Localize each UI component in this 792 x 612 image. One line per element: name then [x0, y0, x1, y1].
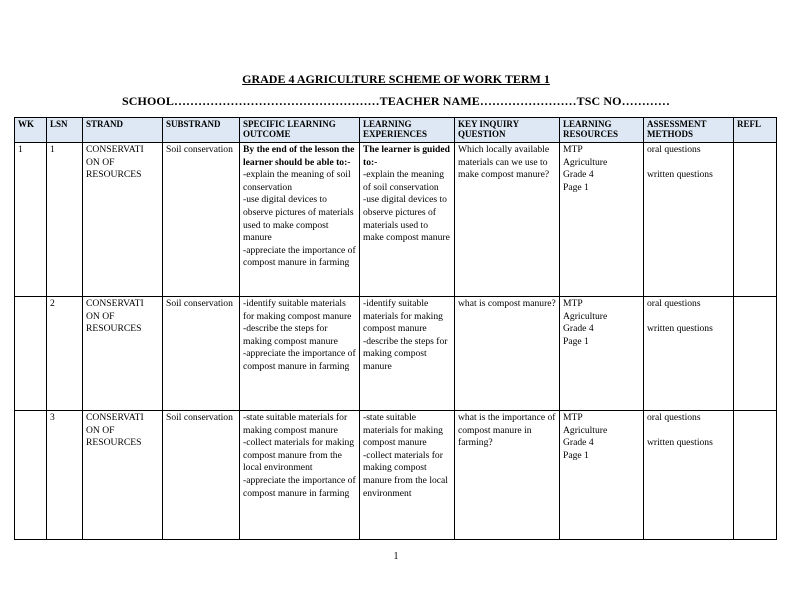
- cell-wk: [15, 297, 47, 411]
- cell-outcome: [240, 143, 360, 297]
- school-header-line: SCHOOL……………………………………………TEACHER NAME……………………TSC NO…………: [122, 94, 670, 108]
- cell-resources: [560, 411, 644, 540]
- page-number: 1: [393, 551, 399, 562]
- cell-lsn: 2: [47, 297, 83, 411]
- outcome-item: -appreciate the importance of compost manure in farming: [243, 244, 356, 269]
- assessment-item: oral questions: [647, 144, 701, 155]
- header-refl: REFL: [734, 118, 777, 143]
- resource-item: Grade 4: [563, 437, 594, 449]
- cell-refl: [734, 411, 777, 540]
- cell-refl: [734, 143, 777, 297]
- cell-wk: [15, 411, 47, 540]
- resource-item: Page 1: [563, 449, 589, 461]
- cell-assessment: [644, 143, 734, 297]
- cell-inquiry: what is the importance of compost manure in farming?: [455, 411, 560, 540]
- experience-item: -describe the steps for making compost manure: [363, 335, 448, 372]
- header-substrand: SUBSTRAND: [163, 118, 240, 143]
- outcome-item: -appreciate the importance of compost manure in farming: [243, 348, 356, 372]
- experiences-intro: The learner is guided to:-: [363, 144, 450, 168]
- resource-item: Agriculture: [563, 156, 608, 168]
- cell-refl: [734, 297, 777, 411]
- resource-item: Grade 4: [563, 323, 594, 335]
- experience-item: -use digital devices to observe pictures of materials used to make compost manure: [363, 194, 450, 244]
- header-inquiry: KEY INQUIRY QUESTION: [455, 118, 560, 143]
- resource-item: MTP: [563, 412, 583, 423]
- experience-item: -state suitable materials for making compost manure: [363, 412, 443, 449]
- outcome-item: -collect materials for making compost manure from the local environment: [243, 437, 355, 474]
- experience-item: -explain the meaning of soil conservation: [363, 169, 444, 193]
- assessment-item: oral questions: [647, 412, 701, 423]
- outcome-item: -state suitable materials for making compost manure: [243, 412, 348, 436]
- resource-item: Page 1: [563, 335, 589, 347]
- experience-item: -identify suitable materials for making compost manure: [363, 298, 443, 335]
- header-resources: LEARNING RESOURCES: [560, 118, 644, 143]
- resource-item: Grade 4: [563, 169, 594, 181]
- cell-inquiry: Which locally available materials can we use to make compost manure?: [455, 143, 560, 297]
- cell-strand: CONSERVATI ON OF RESOURCES: [83, 411, 163, 540]
- cell-lsn: 3: [47, 411, 83, 540]
- outcome-item: -use digital devices to observe pictures of materials used to make compost manure: [243, 194, 354, 244]
- cell-substrand: Soil conservation: [163, 143, 240, 297]
- outcome-item: -identify suitable materials for making compost manure: [243, 298, 352, 322]
- outcome-intro: By the end of the lesson the learner should be able to:-: [243, 144, 355, 168]
- cell-experiences: [360, 143, 455, 297]
- cell-experiences: [360, 411, 455, 540]
- table-row: [15, 143, 777, 297]
- cell-outcome: [240, 411, 360, 540]
- table-header-row: [15, 118, 777, 143]
- outcome-item: -explain the meaning of soil conservation: [243, 169, 351, 193]
- document-title: GRADE 4 AGRICULTURE SCHEME OF WORK TERM 1: [242, 72, 550, 86]
- resource-item: Agriculture: [563, 424, 608, 436]
- assessment-item: written questions: [647, 436, 713, 448]
- cell-assessment: [644, 411, 734, 540]
- header-assessment: ASSESSMENT METHODS: [644, 118, 734, 143]
- header-strand: STRAND: [83, 118, 163, 143]
- cell-inquiry: what is compost manure?: [455, 297, 560, 411]
- outcome-item: -appreciate the importance of compost manure in farming: [243, 474, 356, 499]
- cell-experiences: [360, 297, 455, 411]
- cell-lsn: 1: [47, 143, 83, 297]
- assessment-item: written questions: [647, 168, 713, 180]
- resource-item: Page 1: [563, 181, 589, 193]
- cell-wk: 1: [15, 143, 47, 297]
- cell-substrand: Soil conservation: [163, 297, 240, 411]
- scheme-of-work-table: [14, 117, 777, 540]
- table-row: [15, 297, 777, 411]
- assessment-item: oral questions: [647, 298, 701, 309]
- header-wk: WK: [15, 118, 47, 143]
- cell-strand: CONSERVATI ON OF RESOURCES: [83, 297, 163, 411]
- header-outcome: SPECIFIC LEARNING OUTCOME: [240, 118, 360, 143]
- header-lsn: LSN: [47, 118, 83, 143]
- cell-resources: [560, 297, 644, 411]
- resource-item: MTP: [563, 144, 583, 155]
- cell-outcome: [240, 297, 360, 411]
- resource-item: MTP: [563, 298, 583, 309]
- outcome-item: -describe the steps for making compost manure: [243, 323, 338, 347]
- cell-substrand: Soil conservation: [163, 411, 240, 540]
- cell-strand: CONSERVATI ON OF RESOURCES: [83, 143, 163, 297]
- header-experiences: LEARNING EXPERIENCES: [360, 118, 455, 143]
- cell-assessment: [644, 297, 734, 411]
- resource-item: Agriculture: [563, 310, 608, 322]
- experience-item: -collect materials for making compost manure from the local environment: [363, 449, 448, 499]
- assessment-item: written questions: [647, 322, 713, 334]
- table-row: [15, 411, 777, 540]
- cell-resources: [560, 143, 644, 297]
